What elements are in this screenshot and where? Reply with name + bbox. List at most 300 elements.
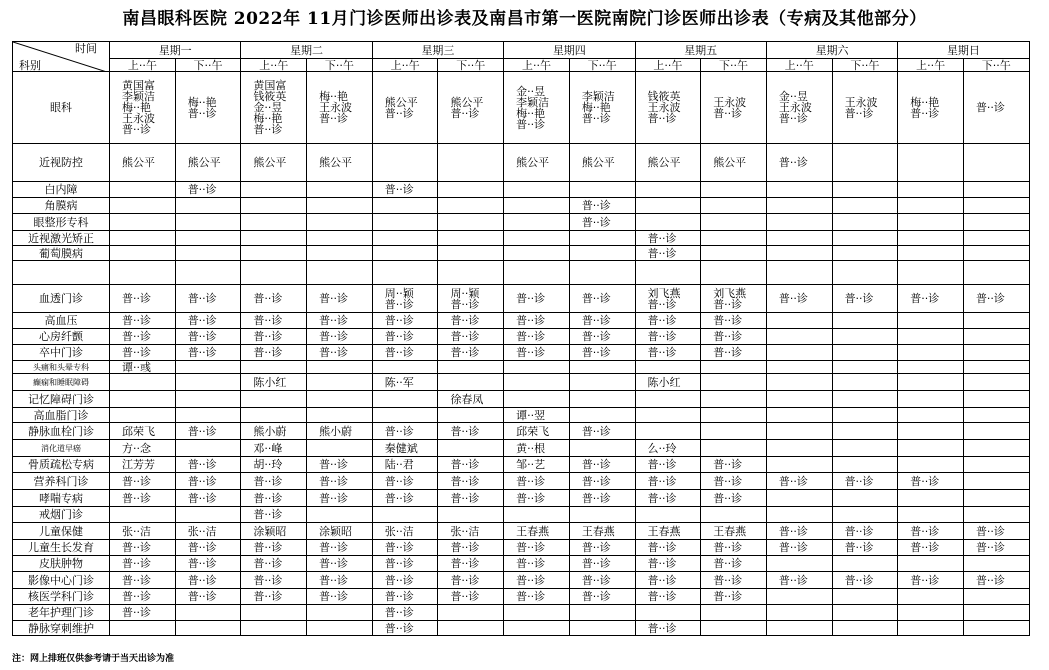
doctor-name: 普··诊 <box>516 292 546 305</box>
schedule-cell <box>307 374 373 391</box>
doctor-name: 普··诊 <box>384 491 414 505</box>
schedule-cell <box>110 261 176 285</box>
doctor-name: 王永波 <box>122 112 155 125</box>
schedule-cell <box>372 231 438 246</box>
doctor-name: 普··诊 <box>187 491 217 505</box>
schedule-cell <box>307 182 373 198</box>
schedule-cell <box>372 540 438 556</box>
doctor-name: 普··诊 <box>319 458 349 471</box>
schedule-cell <box>963 144 1029 182</box>
schedule-cell <box>504 72 570 144</box>
schedule-cell <box>241 374 307 391</box>
schedule-cell <box>701 246 767 261</box>
schedule-cell <box>898 423 964 440</box>
doctor-name: 普··诊 <box>647 246 677 260</box>
schedule-cell <box>110 556 176 572</box>
schedule-cell <box>175 198 241 214</box>
schedule-cell <box>372 473 438 490</box>
schedule-cell <box>372 507 438 523</box>
schedule-cell <box>372 423 438 440</box>
doctor-name: 普··诊 <box>384 330 414 343</box>
doctor-name: 普··诊 <box>516 314 546 327</box>
schedule-cell <box>307 144 373 182</box>
department-name: 戒烟门诊 <box>13 507 110 523</box>
doctor-name: 普··诊 <box>713 590 743 603</box>
doctor-name: 普··诊 <box>647 314 677 327</box>
department-name: 影像中心门诊 <box>13 572 110 589</box>
schedule-cell <box>372 246 438 261</box>
schedule-cell <box>175 231 241 246</box>
doctor-name: 徐春凤 <box>450 392 484 406</box>
schedule-cell <box>175 523 241 540</box>
schedule-cell <box>766 621 832 636</box>
schedule-cell <box>701 72 767 144</box>
doctor-name: 普··诊 <box>516 590 546 603</box>
department-name: 消化道早癌 <box>13 440 110 457</box>
pm-header: 下··午 <box>701 59 767 72</box>
schedule-cell <box>701 361 767 374</box>
doctor-name: 王永波 <box>647 101 681 114</box>
doctor-name: 熊公平 <box>516 156 550 169</box>
doctor-name: 普··诊 <box>319 573 349 587</box>
schedule-cell <box>372 440 438 457</box>
schedule-cell <box>635 231 701 246</box>
doctor-name: 普··诊 <box>713 106 743 120</box>
day-header: 星期二 <box>241 42 372 59</box>
schedule-cell <box>635 457 701 473</box>
table-row <box>13 246 1030 261</box>
schedule-cell <box>569 523 635 540</box>
schedule-cell <box>898 540 964 556</box>
doctor-name: 普··诊 <box>581 491 611 505</box>
doctor-name: 熊公平 <box>581 156 615 169</box>
schedule-cell <box>504 345 570 361</box>
schedule-cell <box>701 144 767 182</box>
doctor-name: 普··诊 <box>122 606 151 619</box>
schedule-cell <box>701 440 767 457</box>
schedule-cell <box>504 523 570 540</box>
schedule-cell <box>504 285 570 313</box>
schedule-cell <box>569 214 635 231</box>
schedule-cell <box>372 490 438 507</box>
doctor-name: 普··诊 <box>975 524 1005 538</box>
doctor-name: 普··诊 <box>778 292 808 305</box>
schedule-cell <box>701 523 767 540</box>
schedule-cell <box>307 214 373 231</box>
schedule-cell <box>241 540 307 556</box>
doctor-name: 普··诊 <box>187 458 217 471</box>
doctor-name: 普··诊 <box>187 106 217 120</box>
schedule-cell <box>963 285 1029 313</box>
schedule-cell <box>832 361 898 374</box>
department-name <box>13 261 110 285</box>
doctor-name: 李颖洁 <box>516 95 550 109</box>
schedule-cell <box>766 374 832 391</box>
schedule-cell <box>438 391 504 408</box>
schedule-cell <box>766 556 832 572</box>
schedule-cell <box>832 589 898 605</box>
doctor-name: 普··诊 <box>187 346 217 359</box>
schedule-cell <box>569 490 635 507</box>
schedule-cell <box>110 391 176 408</box>
schedule-table <box>12 41 1030 636</box>
schedule-cell <box>504 374 570 391</box>
doctor-name: 普··诊 <box>187 474 217 488</box>
schedule-cell <box>307 231 373 246</box>
schedule-cell <box>569 408 635 423</box>
doctor-name: 普··诊 <box>319 590 349 603</box>
doctor-name: 梅··艳 <box>319 90 349 103</box>
pm-header: 下··午 <box>832 59 898 72</box>
department-name: 儿童保健 <box>13 523 110 540</box>
doctor-name: 普··诊 <box>516 474 546 488</box>
schedule-cell <box>110 144 176 182</box>
dept-label: 科别 <box>19 59 41 72</box>
department-name: 哮喘专病 <box>13 490 110 507</box>
schedule-cell <box>110 440 176 457</box>
schedule-cell <box>504 605 570 621</box>
schedule-cell <box>241 313 307 329</box>
schedule-cell <box>832 391 898 408</box>
schedule-cell <box>701 540 767 556</box>
day-header: 星期一 <box>110 42 241 59</box>
schedule-cell <box>766 589 832 605</box>
doctor-name: 张··洁 <box>187 524 217 538</box>
schedule-cell <box>110 507 176 523</box>
schedule-cell <box>832 605 898 621</box>
doctor-name: 梅··艳 <box>253 112 283 125</box>
schedule-cell <box>569 605 635 621</box>
doctor-name: 普··诊 <box>122 292 151 305</box>
schedule-cell <box>766 246 832 261</box>
doctor-name: 熊公平 <box>319 156 353 169</box>
schedule-cell <box>504 457 570 473</box>
schedule-cell <box>635 408 701 423</box>
schedule-cell <box>110 473 176 490</box>
schedule-cell <box>241 523 307 540</box>
doctor-name: 秦健斌 <box>384 441 418 455</box>
doctor-name: 普··诊 <box>647 474 677 488</box>
table-row <box>13 423 1030 440</box>
pm-header: 下··午 <box>963 59 1029 72</box>
doctor-name: 普··诊 <box>975 101 1005 114</box>
am-header: 上··午 <box>504 59 570 72</box>
table-row <box>13 589 1030 605</box>
schedule-cell <box>438 507 504 523</box>
doctor-name: 普··诊 <box>647 573 677 587</box>
schedule-cell <box>832 261 898 285</box>
doctor-name: 普··诊 <box>122 314 151 327</box>
schedule-cell <box>438 440 504 457</box>
schedule-cell <box>241 285 307 313</box>
doctor-name: 普··诊 <box>319 491 349 505</box>
doctor-name: 普··诊 <box>975 573 1005 587</box>
schedule-cell <box>372 556 438 572</box>
schedule-cell <box>372 457 438 473</box>
doctor-name: 李颖洁 <box>581 90 615 103</box>
doctor-name: 普··诊 <box>253 330 283 343</box>
schedule-cell <box>307 540 373 556</box>
schedule-cell <box>963 440 1029 457</box>
doctor-name: 普··诊 <box>122 474 151 488</box>
doctor-name: 普··诊 <box>253 573 283 587</box>
schedule-cell <box>307 329 373 345</box>
doctor-name: 邱荣飞 <box>122 424 155 438</box>
schedule-cell <box>569 440 635 457</box>
schedule-cell <box>569 589 635 605</box>
doctor-name: 普··诊 <box>647 458 677 471</box>
schedule-cell <box>963 198 1029 214</box>
schedule-cell <box>241 231 307 246</box>
schedule-cell <box>438 490 504 507</box>
schedule-cell <box>701 285 767 313</box>
schedule-cell <box>766 572 832 589</box>
doctor-name: 普··诊 <box>319 330 349 343</box>
doctor-name: 梅··艳 <box>910 95 940 109</box>
schedule-cell <box>504 621 570 636</box>
schedule-cell <box>635 507 701 523</box>
am-header: 上··午 <box>241 59 307 72</box>
schedule-cell <box>175 605 241 621</box>
schedule-cell <box>766 345 832 361</box>
doctor-name: 梅··艳 <box>581 101 611 114</box>
schedule-cell <box>241 556 307 572</box>
doctor-name: 普··诊 <box>778 156 808 169</box>
schedule-cell <box>504 313 570 329</box>
doctor-name: 普··诊 <box>384 424 414 438</box>
schedule-cell <box>766 313 832 329</box>
schedule-cell <box>635 246 701 261</box>
schedule-cell <box>766 423 832 440</box>
schedule-cell <box>898 345 964 361</box>
schedule-cell <box>766 605 832 621</box>
schedule-cell <box>438 214 504 231</box>
schedule-cell <box>766 440 832 457</box>
schedule-cell <box>766 391 832 408</box>
table-row <box>13 182 1030 198</box>
schedule-cell <box>701 572 767 589</box>
schedule-cell <box>635 345 701 361</box>
schedule-cell <box>504 231 570 246</box>
doctor-name: 普··诊 <box>450 557 480 570</box>
doctor-name: 普··诊 <box>122 590 151 603</box>
doctor-name: 普··诊 <box>910 106 940 120</box>
doctor-name: 普··诊 <box>975 541 1005 554</box>
schedule-cell <box>175 374 241 391</box>
schedule-cell <box>635 374 701 391</box>
schedule-cell <box>898 285 964 313</box>
doctor-name: 普··诊 <box>778 474 808 488</box>
schedule-cell <box>307 621 373 636</box>
schedule-cell <box>766 144 832 182</box>
doctor-name: 普··诊 <box>450 474 480 488</box>
schedule-cell <box>569 374 635 391</box>
schedule-cell <box>504 391 570 408</box>
schedule-cell <box>832 198 898 214</box>
schedule-cell <box>438 285 504 313</box>
schedule-cell <box>766 231 832 246</box>
table-row <box>13 231 1030 246</box>
table-row <box>13 361 1030 374</box>
doctor-name: 张··洁 <box>384 524 414 538</box>
doctor-name: 王永波 <box>713 95 747 109</box>
schedule-cell <box>963 589 1029 605</box>
doctor-name: 普··诊 <box>253 541 283 554</box>
schedule-cell <box>372 374 438 391</box>
schedule-cell <box>110 72 176 144</box>
table-row <box>13 507 1030 523</box>
day-header: 星期日 <box>898 42 1029 59</box>
schedule-cell <box>635 490 701 507</box>
schedule-cell <box>175 214 241 231</box>
schedule-cell <box>832 440 898 457</box>
day-header: 星期六 <box>766 42 897 59</box>
schedule-cell <box>175 556 241 572</box>
schedule-cell <box>175 329 241 345</box>
doctor-name: 张··洁 <box>122 524 151 538</box>
schedule-cell <box>635 523 701 540</box>
schedule-cell <box>963 473 1029 490</box>
doctor-name: 涂颖昭 <box>253 524 287 538</box>
doctor-name: 普··诊 <box>384 474 414 488</box>
schedule-cell <box>635 72 701 144</box>
schedule-cell <box>438 246 504 261</box>
doctor-name: 普··诊 <box>647 491 677 505</box>
doctor-name: 普··诊 <box>450 297 480 311</box>
schedule-cell <box>175 391 241 408</box>
doctor-name: 普··诊 <box>713 541 743 554</box>
doctor-name: 普··诊 <box>122 573 151 587</box>
schedule-cell <box>504 408 570 423</box>
doctor-name: 熊小蔚 <box>253 424 287 438</box>
schedule-cell <box>898 374 964 391</box>
schedule-cell <box>569 144 635 182</box>
schedule-cell <box>898 391 964 408</box>
schedule-cell <box>963 374 1029 391</box>
schedule-cell <box>438 182 504 198</box>
schedule-cell <box>569 423 635 440</box>
schedule-cell <box>372 605 438 621</box>
doctor-name: 金··昱 <box>778 90 808 103</box>
schedule-cell <box>372 345 438 361</box>
doctor-name: 熊公平 <box>713 156 747 169</box>
doctor-name: 普··诊 <box>516 346 546 359</box>
schedule-cell <box>504 246 570 261</box>
schedule-cell <box>701 345 767 361</box>
schedule-cell <box>766 72 832 144</box>
schedule-cell <box>832 182 898 198</box>
doctor-name: 梅··艳 <box>516 106 546 120</box>
time-label: 时间 <box>75 42 97 55</box>
schedule-cell <box>438 540 504 556</box>
doctor-name: 普··诊 <box>122 346 151 359</box>
schedule-cell <box>504 507 570 523</box>
schedule-cell <box>175 440 241 457</box>
schedule-cell <box>963 605 1029 621</box>
doctor-name: 王春燕 <box>516 524 550 538</box>
table-row <box>13 198 1030 214</box>
am-header: 上··午 <box>110 59 176 72</box>
doctor-name: 李颖洁 <box>122 90 155 103</box>
doctor-name: 普··诊 <box>187 557 217 570</box>
schedule-cell <box>504 329 570 345</box>
doctor-name: 王永波 <box>844 95 878 109</box>
doctor-name: 普··诊 <box>450 458 480 471</box>
schedule-cell <box>241 440 307 457</box>
doctor-name: 普··诊 <box>450 424 480 438</box>
doctor-name: 普··诊 <box>647 557 677 570</box>
doctor-name: 普··诊 <box>253 557 283 570</box>
schedule-cell <box>438 361 504 374</box>
schedule-cell <box>438 374 504 391</box>
schedule-cell <box>635 540 701 556</box>
doctor-name: 普··诊 <box>975 292 1005 305</box>
doctor-name: 谭··彧 <box>122 360 151 374</box>
doctor-name: 黄国富 <box>122 79 155 92</box>
schedule-cell <box>569 540 635 556</box>
schedule-cell <box>701 313 767 329</box>
schedule-cell <box>701 198 767 214</box>
schedule-cell <box>963 313 1029 329</box>
doctor-name: 普··诊 <box>910 541 940 554</box>
doctor-name: 周··颖 <box>450 286 480 300</box>
doctor-name: 普··诊 <box>384 314 414 327</box>
doctor-name: 普··诊 <box>713 573 743 587</box>
schedule-cell <box>569 72 635 144</box>
schedule-cell <box>832 408 898 423</box>
doctor-name: 方··念 <box>122 441 151 455</box>
doctor-name: 普··诊 <box>187 573 217 587</box>
schedule-cell <box>307 572 373 589</box>
table-row <box>13 523 1030 540</box>
schedule-cell <box>110 182 176 198</box>
doctor-name: 钱筱英 <box>253 90 287 103</box>
schedule-cell <box>241 261 307 285</box>
doctor-name: 刘飞燕 <box>713 286 747 300</box>
page-title: 南昌眼科医院 2022年 11月门诊医师出诊表及南昌市第一医院南院门诊医师出诊表（专病及其他部分） <box>122 9 927 29</box>
doctor-name: 普··诊 <box>581 215 611 229</box>
schedule-cell <box>569 457 635 473</box>
doctor-name: 普··诊 <box>778 112 808 125</box>
schedule-cell <box>504 214 570 231</box>
schedule-cell <box>241 198 307 214</box>
schedule-cell <box>963 490 1029 507</box>
schedule-cell <box>110 457 176 473</box>
department-name: 骨质疏松专病 <box>13 457 110 473</box>
schedule-cell <box>963 72 1029 144</box>
table-row <box>13 144 1030 182</box>
day-header: 星期三 <box>372 42 503 59</box>
doctor-name: 普··诊 <box>253 474 283 488</box>
schedule-cell <box>963 391 1029 408</box>
schedule-cell <box>766 490 832 507</box>
doctor-name: 熊公平 <box>122 156 155 169</box>
schedule-cell <box>372 198 438 214</box>
schedule-cell <box>504 144 570 182</box>
schedule-cell <box>438 556 504 572</box>
department-name: 角膜病 <box>13 198 110 214</box>
doctor-name: 普··诊 <box>516 557 546 570</box>
table-row <box>13 345 1030 361</box>
schedule-cell <box>372 329 438 345</box>
doctor-name: 普··诊 <box>516 330 546 343</box>
doctor-name: 普··诊 <box>253 491 283 505</box>
schedule-cell <box>307 345 373 361</box>
schedule-cell <box>175 490 241 507</box>
schedule-cell <box>963 246 1029 261</box>
schedule-cell <box>832 231 898 246</box>
schedule-cell <box>898 361 964 374</box>
